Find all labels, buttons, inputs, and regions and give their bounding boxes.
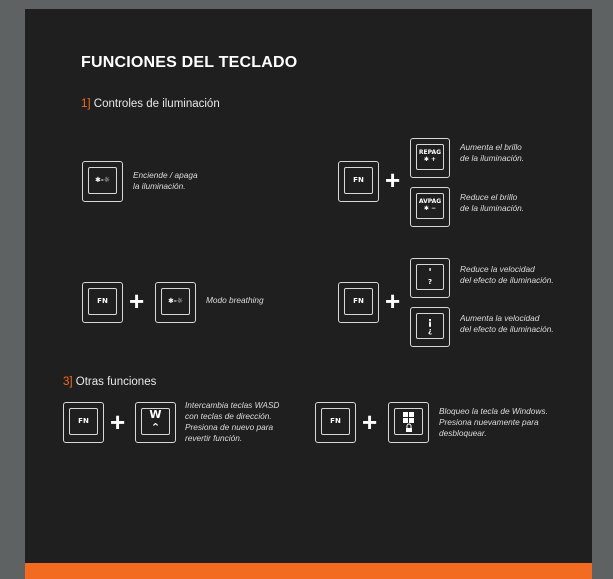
- fn-key: [82, 282, 123, 323]
- wasd-desc-line: con teclas de dirección.: [185, 411, 272, 421]
- light-key-label: ✱-☼: [94, 175, 111, 184]
- fn-key-label: FN: [97, 296, 108, 305]
- inc-bright-desc-line: de la iluminación.: [460, 153, 525, 163]
- plus-sign: +: [110, 407, 126, 437]
- dec-bright-desc-line: de la iluminación.: [460, 203, 525, 213]
- fn-key-label: FN: [353, 296, 364, 305]
- light-key: [155, 282, 196, 323]
- plus-sign: +: [362, 407, 378, 437]
- light-key: [82, 161, 123, 202]
- windows-key: [388, 402, 429, 443]
- section-number: 3]: [63, 376, 73, 388]
- dec-speed-desc-line: Reduce la velocidad: [460, 264, 535, 274]
- decrease-brightness-description: [460, 192, 524, 214]
- manual-page: [25, 9, 592, 579]
- w-key: [135, 402, 176, 443]
- win-desc-line: desbloquear.: [439, 428, 487, 438]
- windows-lock-icon: [402, 411, 416, 433]
- fn-key: [338, 282, 379, 323]
- avpag-key: [410, 187, 450, 227]
- fn-key: [63, 402, 104, 443]
- repag-key-bottom: ✱ +: [423, 156, 437, 163]
- section-lighting-heading: [81, 98, 220, 110]
- plus-sign: +: [385, 286, 401, 316]
- quote-key-bottom: ?: [427, 278, 433, 287]
- fn-key: [315, 402, 356, 443]
- toggle-description: [133, 170, 198, 192]
- plus-sign: +: [385, 165, 401, 195]
- decrease-speed-description: [460, 264, 554, 286]
- dec-speed-desc-line: del efecto de iluminación.: [460, 275, 554, 285]
- fn-key: [338, 161, 379, 202]
- fn-key-label: FN: [330, 416, 341, 425]
- w-key-top: W: [149, 408, 162, 422]
- toggle-desc-line: Enciende / apaga: [133, 170, 198, 180]
- footer-accent-bar: [25, 563, 592, 579]
- wasd-description: [185, 400, 279, 444]
- section-number: 1]: [81, 98, 91, 110]
- inc-speed-desc-line: Aumenta la velocidad: [460, 313, 540, 323]
- plus-sign: +: [129, 286, 145, 316]
- w-key-arrow: ⌃: [150, 420, 161, 434]
- excl-key-top: ¡: [427, 315, 433, 329]
- exclamation-key: [410, 307, 450, 347]
- win-desc-line: Presiona nuevamente para: [439, 417, 539, 427]
- section-label: Otras funciones: [75, 376, 157, 388]
- avpag-key-top: AVPAG: [418, 198, 442, 206]
- section-other-heading: [63, 376, 156, 388]
- fn-key-label: FN: [78, 416, 89, 425]
- wasd-desc-line: Presiona de nuevo para: [185, 422, 274, 432]
- light-key-label: ✱-☼: [167, 296, 184, 305]
- avpag-key-bottom: ✱ −: [423, 205, 437, 212]
- page-title: FUNCIONES DEL TECLADO: [81, 54, 298, 71]
- breathing-description: Modo breathing: [206, 295, 264, 305]
- win-desc-line: Bloqueo la tecla de Windows.: [439, 406, 548, 416]
- inc-bright-desc-line: Aumenta el brillo: [460, 142, 522, 152]
- fn-key-label: FN: [353, 175, 364, 184]
- dec-bright-desc-line: Reduce el brillo: [460, 192, 518, 202]
- quote-key-top: ': [428, 266, 432, 280]
- increase-brightness-description: [460, 142, 524, 164]
- repag-key-top: REPAG: [418, 149, 442, 157]
- wasd-desc-line: Intercambia teclas WASD: [185, 400, 280, 410]
- inc-speed-desc-line: del efecto de iluminación.: [460, 324, 554, 334]
- section-label: Controles de iluminación: [93, 98, 220, 110]
- repag-key: [410, 138, 450, 178]
- increase-speed-description: [460, 313, 554, 335]
- wasd-desc-line: revertir función.: [185, 433, 243, 443]
- toggle-desc-line: la iluminación.: [133, 181, 186, 191]
- quote-key: [410, 258, 450, 298]
- excl-key-bottom: ¿: [427, 327, 433, 336]
- windows-lock-description: [439, 406, 548, 439]
